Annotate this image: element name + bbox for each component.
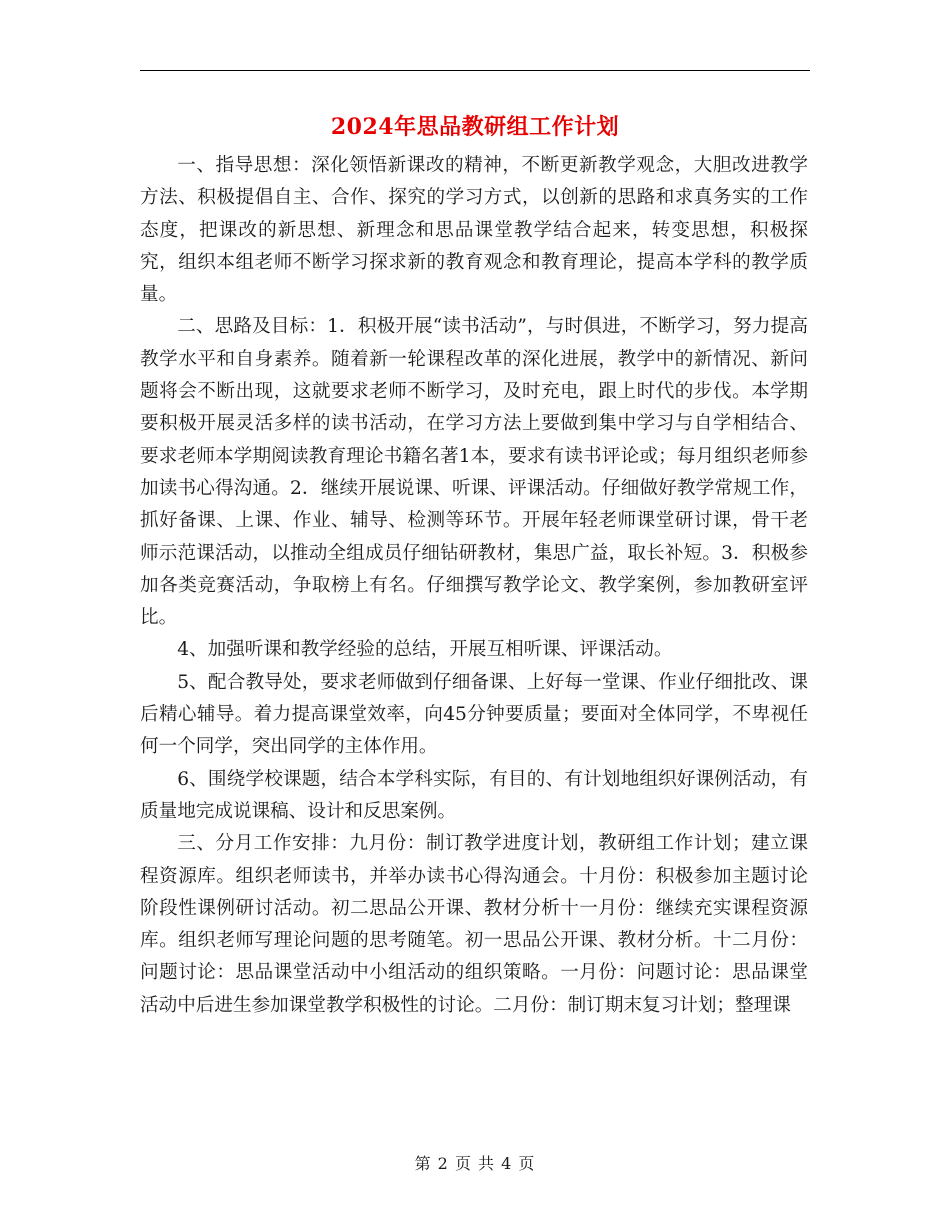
paragraph-monthly-schedule: 三、分月工作安排：九月份：制订教学进度计划，教研组工作计划；建立课程资源库。组织老师读书，并举办读书心得沟通会。十月份：积极参加主题讨论阶段性课例研讨活动。初二思品公开课、教材分析十一月份：继续充实课程资源库。组织老师写理论问题的思考随笔。初一思品公开课、教材分析。十二月份：问题讨论：思品课堂活动中小组活动的组织策略。一月份：问题讨论：思品课堂活动中后进生参加课堂教学积极性的讨论。二月份：制订期末复习计划；整理课	[140, 833, 808, 1016]
paragraph-ideas-and-goals: 二、思路及目标：1．积极开展“读书活动”，与时俱进，不断学习，努力提高教学水平和自身素养。随着新一轮课程改革的深化进展，教学中的新情况、新问题将会不断出现，这就要求老师不断学习，及时充电，跟上时代的步伐。本学期要积极开展灵活多样的读书活动，在学习方法上要做到集中学习与自学相结合、要求老师本学期阅读教育理论书籍名著1本，要求有读书评论或；每月组织老师参加读书心得沟通。2．继续开展说课、听课、评课活动。仔细做好教学常规工作，抓好备课、上课、作业、辅导、检测等环节。开展年轻老师课堂研讨课，骨干老师示范课活动，以推动全组成员仔细钻研教材，集思广益，取长补短。3．积极参加各类竞赛活动，争取榜上有名。仔细撰写教学论文、教学案例，参加教研室评比。	[140, 316, 808, 629]
paragraph-item-4: 4、加强听课和教学经验的总结，开展互相听课、评课活动。	[177, 639, 673, 661]
paragraph-item-6: 6、围绕学校课题，结合本学科实际，有目的、有计划地组织好课例活动，有质量地完成说课稿、设计和反思案例。	[140, 768, 808, 822]
page-footer: 第 2 页 共 4 页	[414, 1154, 536, 1173]
document-title: 2024年思品教研组工作计划	[330, 114, 620, 140]
paragraph-guiding-thought: 一、指导思想：深化领悟新课改的精神，不断更新教学观念，大胆改进教学方法、积极提倡自主、合作、探究的学习方式，以创新的思路和求真务实的工作态度，把课改的新思想、新理念和思品课堂教学结合起来，转变思想，积极探究，组织本组老师不断学习探求新的教育观念和教育理论，提高本学科的教学质量。	[140, 155, 808, 306]
paragraph-item-5: 5、配合教导处，要求老师做到仔细备课、上好每一堂课、作业仔细批改、课后精心辅导。着力提高课堂效率，向45分钟要质量；要面对全体同学，不卑视任何一个同学，突出同学的主体作用。	[140, 671, 808, 758]
document-body	[140, 150, 808, 1022]
header-rule	[140, 70, 810, 71]
